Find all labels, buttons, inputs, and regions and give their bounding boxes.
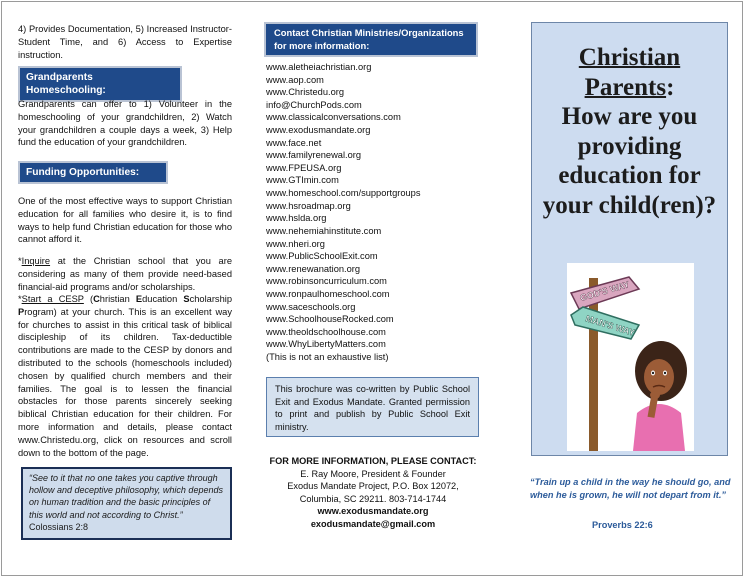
contact-line: Exodus Mandate Project, P.O. Box 12072, <box>287 481 459 492</box>
title-panel <box>531 22 728 456</box>
funding-text: One of the most effective ways to support Christian education for all families who desire it, is to find ways to help fund Christian education for those who cannot afford it. <box>18 196 232 245</box>
contact-email-link[interactable]: exodusmandate@gmail.com <box>310 518 436 529</box>
ministry-link[interactable]: info@ChurchPods.com <box>266 99 362 110</box>
ministry-link[interactable]: www.aop.com <box>266 74 324 85</box>
title-colon: : <box>666 73 675 101</box>
title-question: How are you providing education for your child(ren)? <box>542 103 717 219</box>
ministry-link[interactable]: www.saceschools.org <box>266 301 356 312</box>
proverbs-reference: Proverbs 22:6 <box>592 520 653 530</box>
cesp-e: E <box>135 294 143 304</box>
cesp-p-rest: rogram) at your church. This is an excellent way for churches to assist in this critical task of biblical discipleship of its children. Tax-deductible contributions are made to the CESP by donors and distributed to the schools (homeschools included) chosen by qualified church members and their families. The goal is to lessen the financial obstacles for those parents sincerely seeking biblical Christian education for their children. For more information and details, please contact www.Christedu.org, click on resources and scroll down to the bottom of the page. <box>18 306 232 458</box>
proverbs-verse: “Train up a child in the way he should go, and when he is grown, he will not depart from it.” <box>530 477 731 500</box>
contact-line: Columbia, SC 29211. 803-714-1744 <box>299 493 447 504</box>
cesp-s: S <box>183 294 190 304</box>
grandparents-header: Grandparents Homeschooling: <box>18 66 182 102</box>
mans-way-label: MAN'S WAY <box>584 313 636 338</box>
quote-text: “See to it that no one takes you captive through hollow and deceptive philosophy, which depends on human tradition and the basic principles of this world and not according to Christ.” <box>29 473 223 520</box>
ministry-link[interactable]: www.Christedu.org <box>266 87 345 98</box>
cover-title <box>532 43 727 220</box>
contact-heading: FOR MORE INFORMATION, PLEASE CONTACT: <box>269 456 477 466</box>
funding-header: Funding Opportunities: <box>18 161 168 184</box>
cesp-label: Start a CESP <box>21 294 84 304</box>
ministry-link[interactable]: www.familyrenewal.org <box>266 150 362 161</box>
ministry-link[interactable]: www.robinsoncurriculum.com <box>266 276 387 287</box>
ministry-link[interactable]: www.hslda.org <box>266 213 327 224</box>
contact-line: E. Ray Moore, President & Founder <box>300 468 446 479</box>
ministry-link[interactable]: www.SchoolhouseRocked.com <box>266 314 394 325</box>
ministry-link[interactable]: www.GTImin.com <box>266 175 339 186</box>
ministry-link[interactable]: www.classicalconversations.com <box>266 112 401 123</box>
inquire-paragraph: *Inquire at the Christian school that you are considering as many of them provide need-based financial-aid programs and/or scholarships. <box>18 256 232 292</box>
contact-website-link[interactable]: www.exodusmandate.org <box>317 506 429 517</box>
ministry-link[interactable]: www.PublicSchoolExit.com <box>266 251 378 262</box>
ministry-link[interactable]: www.FPEUSA.org <box>266 162 342 173</box>
ministry-links-list <box>266 61 486 364</box>
ministry-link[interactable]: www.renewanation.org <box>266 263 361 274</box>
cesp-p: P <box>18 306 25 317</box>
ministry-link[interactable]: www.nehemiahinstitute.com <box>266 225 382 236</box>
grandparents-text: Grandparents can offer to 1) Volunteer in the homeschooling of your grandchildren, 2) Watch your grandchildren a couple days a week, 3) Help fund the education of your grandchildren. <box>18 99 232 148</box>
cesp-paragraph: *Start a CESP (Christian Education Scholarship Program) at your church. This is an excellent way for churches to assist in this critical task of biblical discipleship of its children. Tax-deductible contributions are made to the CESP by donors and distributed to the schools (homeschools included) chosen by qualified church members and their families. The goal is to lessen the financial obstacles for those parents sincerely seeking biblical Christian education for their children. For more information and details, please contact www.Christedu.org, click on resources and scroll down to the bottom of the page. <box>18 294 232 458</box>
quote-ref: Colossians 2:8 <box>29 521 89 532</box>
contact-ministries-header: Contact Christian Ministries/Organizations for more information: <box>264 22 478 57</box>
cesp-s-rest: cholarship <box>189 294 232 304</box>
cesp-c-rest: hristian <box>99 294 136 304</box>
cesp-c: C <box>93 294 100 304</box>
ministry-link[interactable]: www.homeschool.com/supportgroups <box>266 188 421 199</box>
cesp-e-rest: ducation <box>142 294 184 304</box>
signpost-girl-illustration <box>567 263 694 451</box>
gods-way-label: GOD'S WAY <box>578 279 631 303</box>
ministry-link[interactable]: www.ronpaulhomeschool.com <box>266 288 390 299</box>
ministry-link[interactable]: www.exodusmandate.org <box>266 125 371 136</box>
colossians-quote-box <box>21 467 232 540</box>
ministry-link[interactable]: www.face.net <box>266 137 322 148</box>
ministry-link[interactable]: www.aletheiachristian.org <box>266 62 372 72</box>
ministry-link[interactable]: www.hsroadmap.org <box>266 200 351 211</box>
intro-text: 4) Provides Documentation, 5) Increased Instructor-Student Time, and 6) Access to Expertise instruction. <box>18 24 232 60</box>
title-christian-parents: Christian Parents <box>578 44 681 101</box>
contact-block <box>262 455 484 531</box>
ministry-link[interactable]: www.nheri.org <box>266 238 325 249</box>
list-note: (This is not an exhaustive list) <box>266 352 389 363</box>
inquire-text: at the Christian school that you are considering as many of them provide need-based financial-aid programs and/or scholarships. <box>18 256 232 292</box>
ministry-link[interactable]: www.theoldschoolhouse.com <box>266 326 386 337</box>
inquire-label: Inquire <box>21 256 51 266</box>
brochure-note-box: This brochure was co-written by Public School Exit and Exodus Mandate. Granted permission to print and publish by Public School Exit ministry. <box>266 377 479 437</box>
ministry-link[interactable]: www.WhyLibertyMatters.com <box>266 339 386 350</box>
